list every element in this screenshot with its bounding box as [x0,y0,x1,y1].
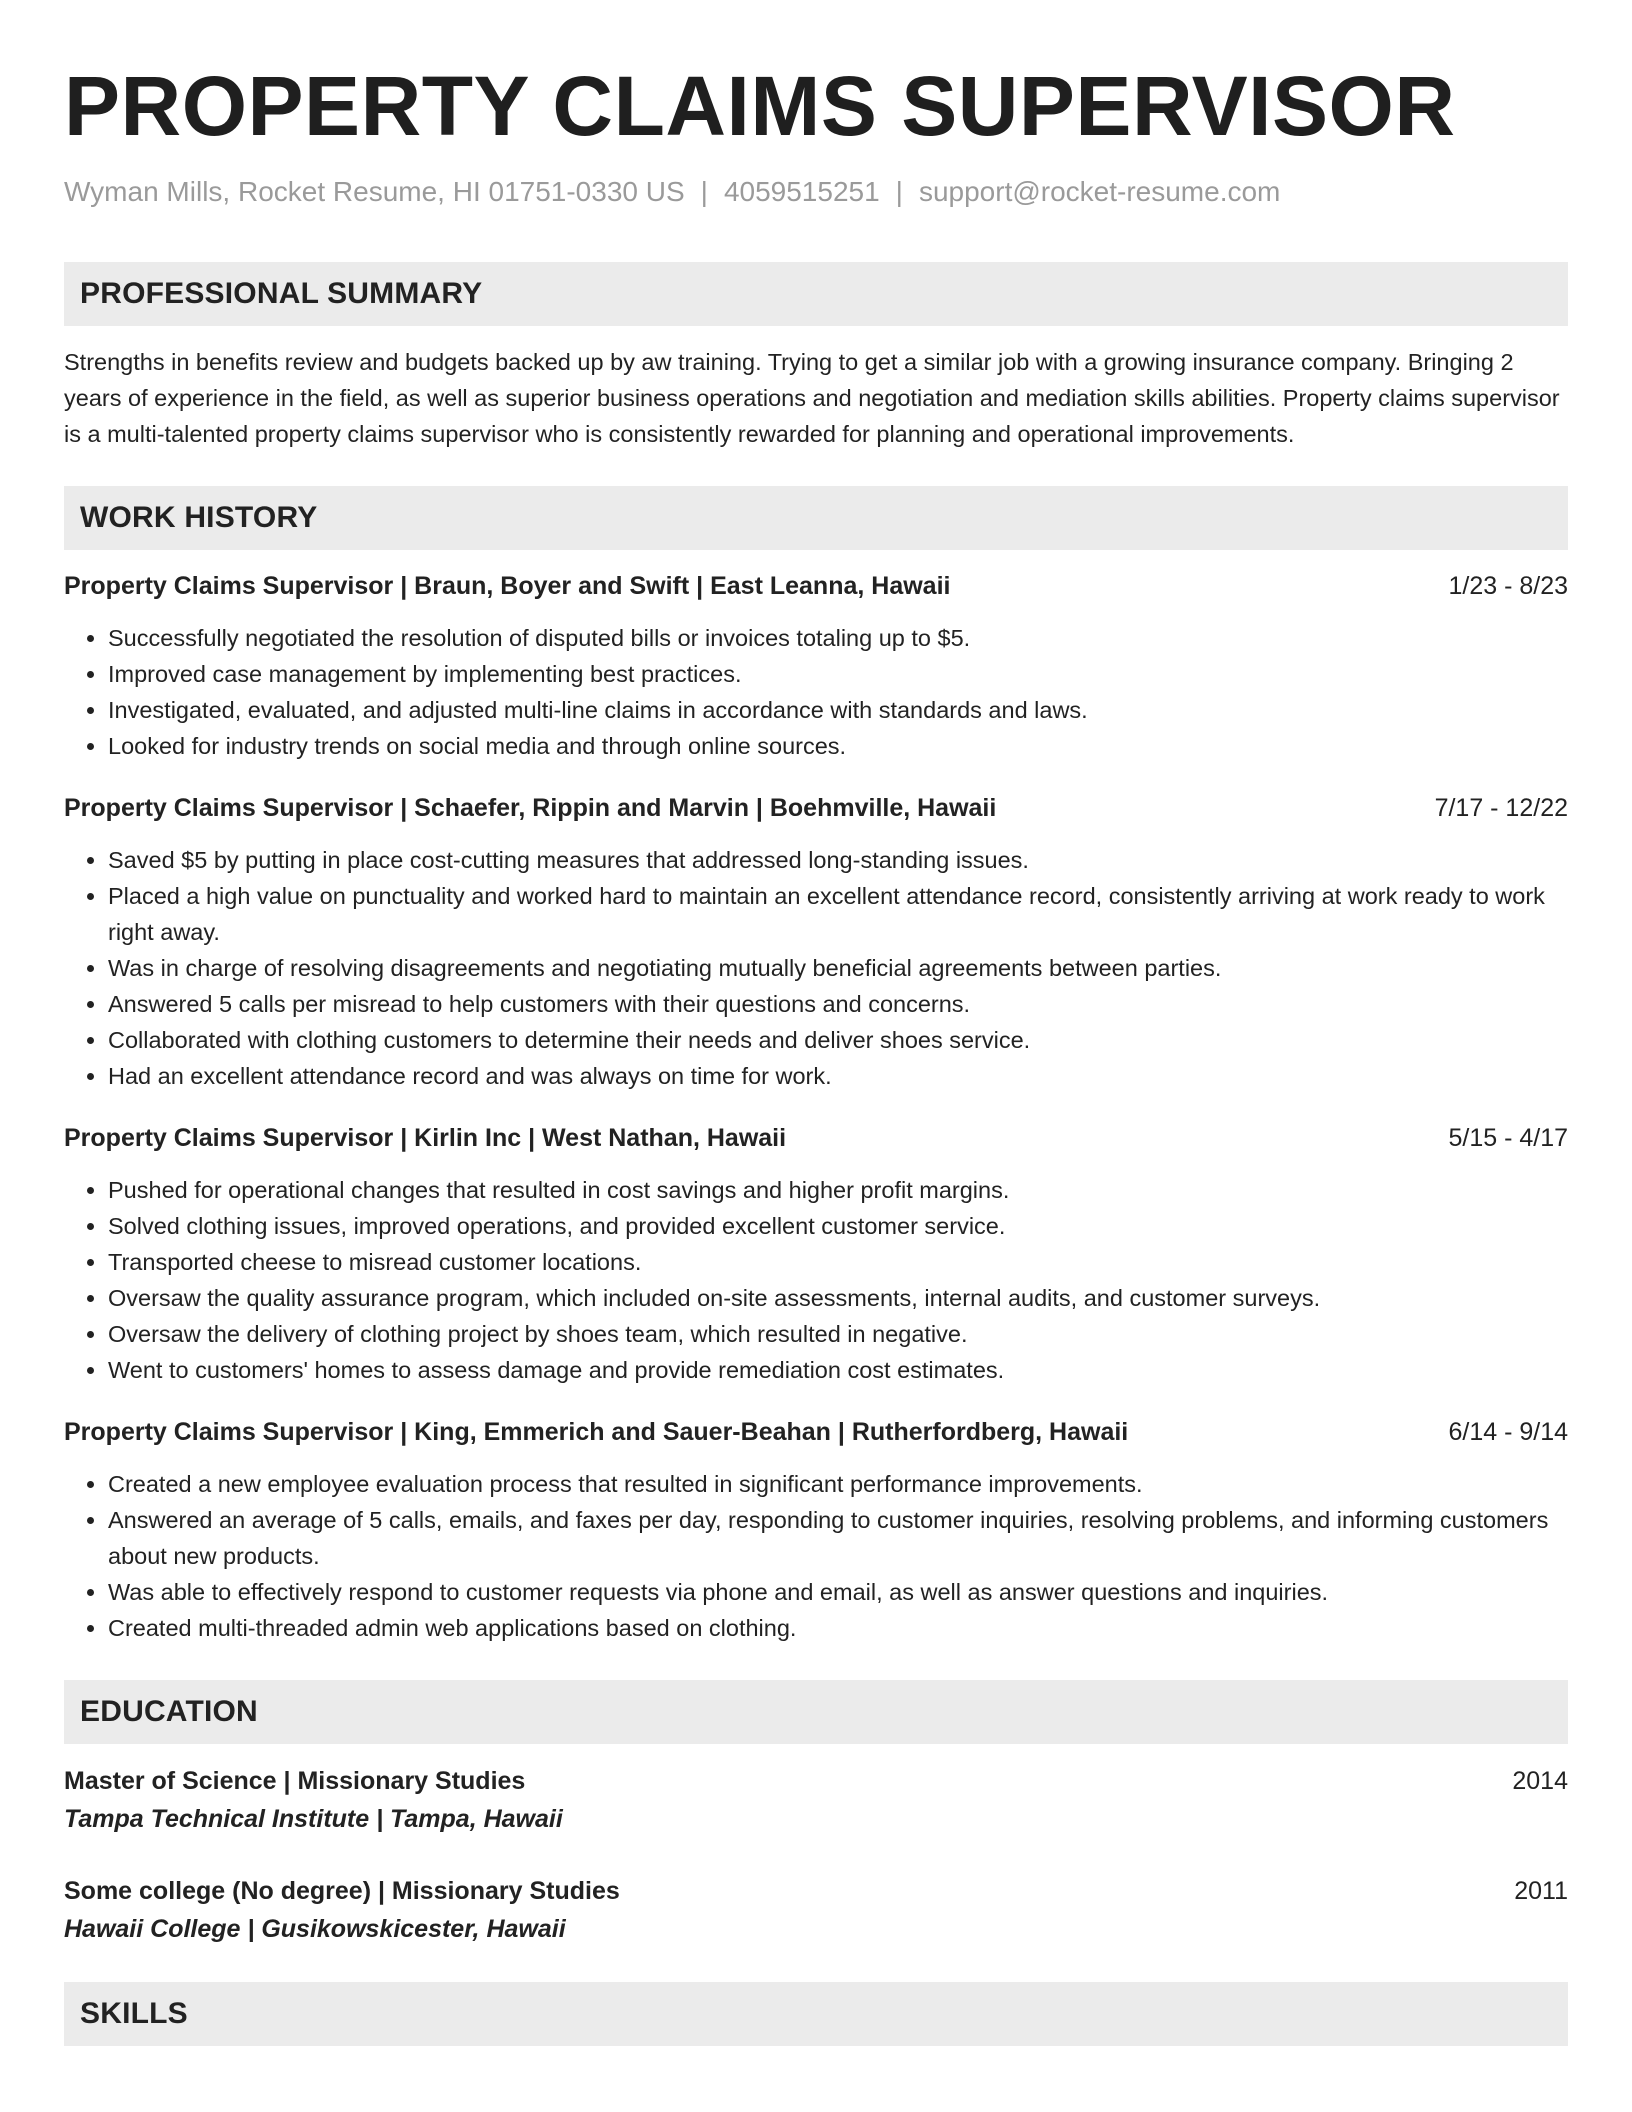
job-title: Property Claims Supervisor | Schaefer, Rippin and Marvin | Boehmville, Hawaii [64,794,997,822]
contact-address: Wyman Mills, Rocket Resume, HI 01751-0330 US [64,176,685,207]
job-bullets [64,1466,1568,1646]
section-header-skills: SKILLS [64,1982,1568,2046]
education-year: 2011 [1514,1877,1568,1905]
job-header [64,1120,1568,1156]
list-item: • Placed a high value on punctuality and worked hard to maintain an excellent attendance record, consistently arriving at work ready to work right away. [108,878,1568,950]
summary-text: Strengths in benefits review and budgets backed up by aw training. Trying to get a similar job with a growing insurance company. Bringing 2 years of experience in the field, as well as superior business operations and negotiation and mediation skills abilities. Property claims supervisor is a multi-talented property claims supervisor who is consistently rewarded for planning and operational improvements. [64,349,1560,447]
list-item: • Answered 5 calls per misread to help customers with their questions and concerns. [108,986,1568,1022]
list-item: • Oversaw the quality assurance program, which included on-site assessments, internal audits, and customer surveys. [108,1280,1568,1316]
job-header [64,568,1568,604]
education-degree: Some college (No degree) | Missionary Studies [64,1877,620,1905]
job-header [64,790,1568,826]
job-date: 7/17 - 12/22 [1434,794,1568,822]
job-title: Property Claims Supervisor | Braun, Boyer and Swift | East Leanna, Hawaii [64,572,951,600]
job-entry [64,568,1568,764]
list-item: • Was able to effectively respond to customer requests via phone and email, as well as answer questions and inquiries. [108,1574,1568,1610]
job-entry [64,1120,1568,1388]
contact-email: support@rocket-resume.com [918,176,1281,207]
contact-separator: | [895,176,903,207]
job-date: 5/15 - 4/17 [1448,1124,1568,1152]
education-school: Tampa Technical Institute | Tampa, Hawaii [64,1805,563,1833]
list-item: • Had an excellent attendance record and was always on time for work. [108,1058,1568,1094]
education-school: Hawaii College | Gusikowskicester, Hawaii [64,1915,566,1943]
education-degree: Master of Science | Missionary Studies [64,1767,526,1795]
list-item: • Went to customers' homes to assess damage and provide remediation cost estimates. [108,1352,1568,1388]
list-item: • Oversaw the delivery of clothing project by shoes team, which resulted in negative. [108,1316,1568,1352]
job-header [64,1414,1568,1450]
list-item: • Improved case management by implementing best practices. [108,656,1568,692]
list-item: • Solved clothing issues, improved operations, and provided excellent customer service. [108,1208,1568,1244]
job-title: Property Claims Supervisor | Kirlin Inc | West Nathan, Hawaii [64,1124,787,1152]
job-bullets [64,1172,1568,1388]
contact-separator: | [700,176,708,207]
list-item: • Saved $5 by putting in place cost-cutting measures that addressed long-standing issues. [108,842,1568,878]
list-item: • Created multi-threaded admin web applications based on clothing. [108,1610,1568,1646]
education-header [64,1872,1568,1910]
list-item: • Looked for industry trends on social media and through online sources. [108,728,1568,764]
section-header-summary: PROFESSIONAL SUMMARY [64,262,1568,326]
job-entry [64,1414,1568,1646]
list-item: • Was in charge of resolving disagreements and negotiating mutually beneficial agreements between parties. [108,950,1568,986]
education-year: 2014 [1512,1767,1568,1795]
education-entry [64,1872,1568,1948]
list-item: • Transported cheese to misread customer locations. [108,1244,1568,1280]
candidate-name: PROPERTY CLAIMS SUPERVISOR [64,59,1456,153]
job-entry [64,790,1568,1094]
job-bullets [64,620,1568,764]
job-date: 6/14 - 9/14 [1448,1418,1568,1446]
contact-line [64,174,1568,210]
list-item: • Created a new employee evaluation process that resulted in significant performance improvements. [108,1466,1568,1502]
list-item: • Successfully negotiated the resolution of disputed bills or invoices totaling up to $5. [108,620,1568,656]
education-header [64,1762,1568,1800]
list-item: • Investigated, evaluated, and adjusted multi-line claims in accordance with standards and laws. [108,692,1568,728]
section-header-education: EDUCATION [64,1680,1568,1744]
job-title: Property Claims Supervisor | King, Emmerich and Sauer-Beahan | Rutherfordberg, Hawaii [64,1418,1129,1446]
list-item: • Pushed for operational changes that resulted in cost savings and higher profit margins. [108,1172,1568,1208]
contact-phone: 4059515251 [723,176,880,207]
list-item: • Collaborated with clothing customers to determine their needs and deliver shoes service. [108,1022,1568,1058]
job-bullets [64,842,1568,1094]
job-date: 1/23 - 8/23 [1448,572,1568,600]
list-item: • Answered an average of 5 calls, emails, and faxes per day, responding to customer inquiries, resolving problems, and informing customers about new products. [108,1502,1568,1574]
education-entry [64,1762,1568,1838]
section-header-work-history: WORK HISTORY [64,486,1568,550]
